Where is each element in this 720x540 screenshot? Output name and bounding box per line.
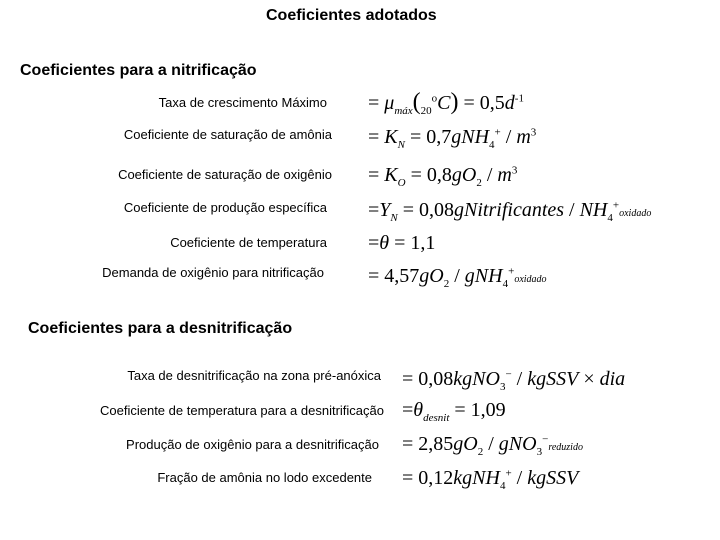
equation-ammonia-fraction: = 0,12kgNH$_4$+ / kgSSV [402,467,579,492]
label-denitrification-temp-coef: Coeficiente de temperatura para a desnitrificação [100,403,384,418]
equation-oxygen-demand: = $4,57gO_2$ / gNH$_4$+oxidado [368,265,547,290]
label-ammonia-fraction: Fração de amônia no lodo excedente [157,470,372,485]
equation-temperature-coef: =θ = 1,1 [368,232,436,254]
equation-ammonia-saturation: = $K_N = 0,7gNH_4^+ / m^3$ [368,126,537,151]
equation-specific-yield: $=Y_N$ = 0,08gNitrificantes / $NH_4^+oxidado$ [368,199,652,224]
label-oxygen-demand: Demanda de oxigênio para nitrificação [102,265,324,280]
label-specific-yield: Coeficiente de produção específica [123,200,327,215]
equation-max-growth: = $\mu_{máx}(_{20}^oC) = 0,5d^{-1}$ [368,89,524,117]
equation-denitrification-temp-coef: $=\theta_{desnit} = 1,09$ [402,399,506,424]
equation-oxygen-saturation: = $K_O = 0,8gO_2 / m^3$ [368,164,518,189]
label-denitrification-rate: Taxa de desnitrificação na zona pré-anóxica [127,368,381,383]
equation-oxygen-production: = $2,85gO_2$ / gNO$_3$−reduzido [402,433,583,458]
label-oxygen-saturation: Coeficiente de saturação de oxigênio [118,167,332,182]
label-temperature-coef: Coeficiente de temperatura [170,235,327,250]
denitrification-heading: Coeficientes para a desnitrificação [28,320,293,337]
label-max-growth: Taxa de crescimento Máximo [158,95,327,110]
label-ammonia-saturation: Coeficiente de saturação de amônia [123,127,332,142]
label-oxygen-production: Produção de oxigênio para a desnitrificação [126,437,379,452]
equation-denitrification-rate: = 0,08kgNO$_3$− / kgSSV × dia [402,368,626,393]
nitrification-heading: Coeficientes para a nitrificação [20,62,257,79]
page-title: Coeficientes adotados [266,7,437,24]
